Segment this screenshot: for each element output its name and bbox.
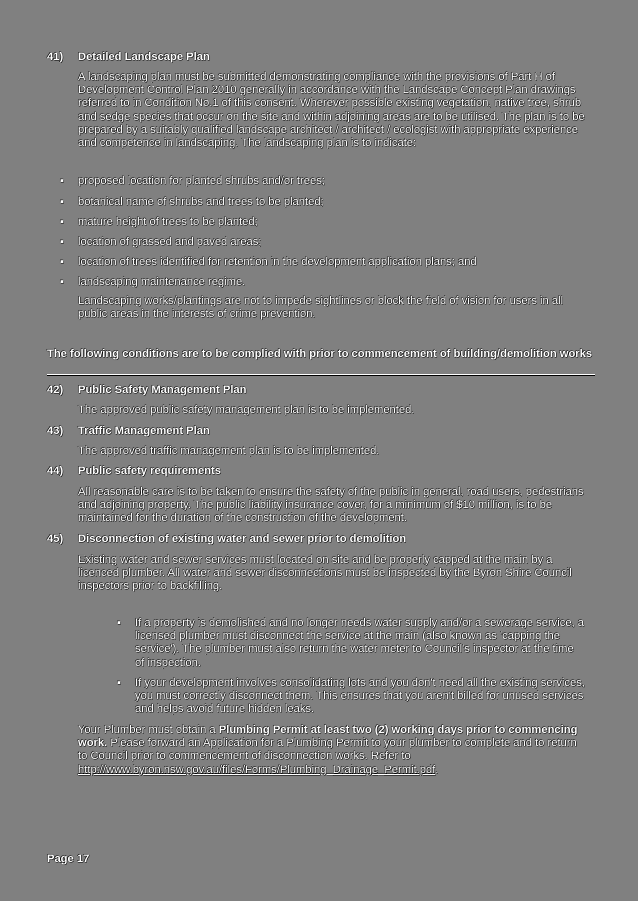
condition-body: All reasonable care is to be taken to ensure the safety of the public in general, road users, pedestrians and adjoining property. The public liability insurance cover, for a minimum of $10 million, is to be maintained for the duration of the construction of the development. bbox=[78, 486, 584, 525]
bullet-icon: ▪ bbox=[60, 276, 64, 288]
list-item: landscaping maintenance regime. bbox=[78, 276, 246, 288]
condition-title: Public Safety Management Plan bbox=[78, 384, 247, 396]
condition-number: 44) bbox=[47, 465, 64, 477]
list-item: location of grassed and paved areas; bbox=[78, 236, 262, 248]
permit-end: . bbox=[435, 763, 439, 776]
condition-body: The approved public safety management plan is to be implemented. bbox=[78, 404, 415, 416]
condition-title: Public safety requirements bbox=[78, 465, 222, 477]
bullet-icon: ▪ bbox=[60, 216, 64, 228]
condition-title: Disconnection of existing water and sewer prior to demolition bbox=[78, 533, 407, 545]
bullet-icon: ▪ bbox=[117, 677, 121, 689]
section-heading: The following conditions are to be complied with prior to commencement of building/demolition works bbox=[47, 348, 593, 360]
condition-number: 42) bbox=[47, 384, 64, 396]
bullet-icon: ▪ bbox=[60, 175, 64, 187]
list-item: location of trees identified for retention in the development application plans; and bbox=[78, 256, 477, 268]
permit-bold: Plumbing Permit at least two (2) working days prior to commencing work. bbox=[78, 724, 578, 750]
condition-body: A landscaping plan must be submitted demonstrating compliance with the provisions of Part H of Development Control Plan 2010 generally in accordance with the Landscape Concept Plan drawings referred to in Condition No.1 of this consent. Wherever possible existing vegetation, native tree, shrub and sedge species that occur on the site and within adjoining areas are to be utilised. The plan is to be prepared by a suitably qualified landscape architect / architect / ecologist with appropriate experience and competence in landscaping. The landscaping plan is to indicate: bbox=[78, 71, 585, 150]
condition-footer: Landscaping works/plantings are not to impede sightlines or block the field of vision for users in all public areas in the interests of crime prevention. bbox=[78, 295, 564, 321]
permit-paragraph bbox=[78, 724, 588, 777]
bullet-icon: ▪ bbox=[60, 196, 64, 208]
page-number: Page 17 bbox=[47, 853, 90, 865]
bullet-icon: ▪ bbox=[117, 617, 121, 629]
section-divider bbox=[47, 374, 595, 375]
list-item: botanical name of shrubs and trees to be planted; bbox=[78, 196, 324, 208]
condition-number: 41) bbox=[47, 51, 64, 63]
permit-lead: Your Plumber must obtain a bbox=[78, 724, 219, 736]
list-item: If your development involves consolidating lots and you don't need all the existing services, you must correctly disconnect them. This ensures that you aren't billed for unused services and helps avoid future hidden leaks. bbox=[135, 677, 585, 716]
list-item: proposed location for planted shrubs and/or trees; bbox=[78, 175, 325, 187]
condition-title: Traffic Management Plan bbox=[78, 425, 210, 437]
condition-title: Detailed Landscape Plan bbox=[78, 51, 210, 63]
bullet-icon: ▪ bbox=[60, 236, 64, 248]
list-item: If a property is demolished and no longer needs water supply and/or a sewerage service, a licensed plumber must disconnect the service at the main (also known as 'capping the service'). The plumber must also return the water meter to Council's inspector at the time of inspection. bbox=[135, 617, 585, 669]
condition-number: 45) bbox=[47, 533, 64, 545]
condition-number: 43) bbox=[47, 425, 64, 437]
condition-body: The approved traffic management plan is to be implemented. bbox=[78, 445, 380, 457]
condition-body: Existing water and sewer services must located on site and be properly capped at the main by a licenced plumber. All water and sewer disconnections must be inspected by the Byron Shire Council inspectors prior to backfilling. bbox=[78, 554, 572, 593]
permit-link[interactable]: http://www.byron.nsw.gov.au/files/Forms/Plumbing_Drainage_Permit.pdf bbox=[78, 763, 436, 776]
bullet-icon: ▪ bbox=[60, 256, 64, 268]
list-item: mature height of trees to be planted; bbox=[78, 216, 258, 228]
permit-rest: Please forward an Application for a Plumbing Permit to your plumber to complete and to return to Council prior to commencement of disconnection works. Refer to bbox=[78, 737, 577, 763]
